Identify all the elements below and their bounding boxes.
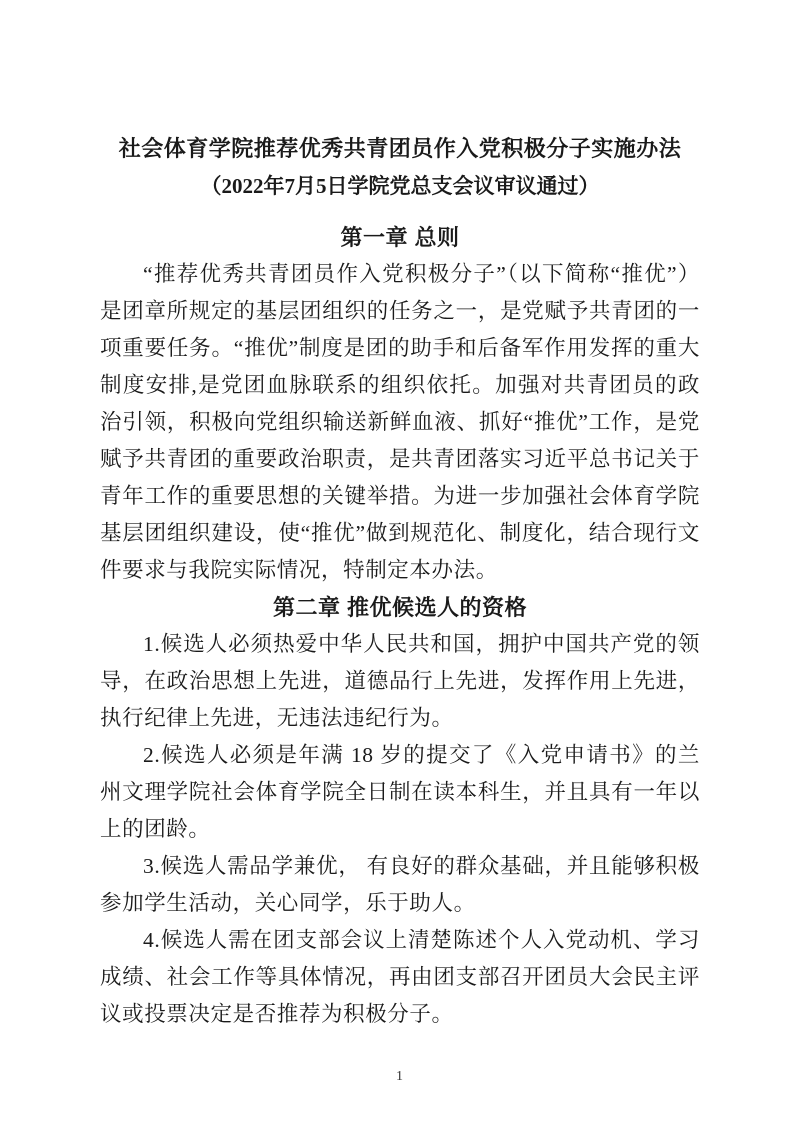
document-title: 社会体育学院推荐优秀共青团员作入党积极分子实施办法 <box>118 136 682 161</box>
chapter-1-paragraph: “推荐优秀共青团员作入党积极分子”（以下简称“推优”）是团章所规定的基层团组织的任务之一，是党赋予共青团的一项重要任务。“推优”制度是团的助手和后备军作用发挥的重大制度安排,是党团血脉联系的组织依托。加强对共青团员的政治引领，积极向党组织输送新鲜血液、抓好“推优”工作，是党赋予共青团的重要政治职责，是共青团落实习近平总书记关于青年工作的重要思想的关键举措。为进一步加强社会体育学院基层团组织建设，使“推优”做到规范化、制度化，结合现行文件要求与我院实际情况，特制定本办法。 <box>100 262 700 582</box>
document-header <box>100 130 700 205</box>
candidate-rule-1: 1.候选人必须热爱中华人民共和国，拥护中国共产党的领导，在政治思想上先进，道德品行上先进，发挥作用上先进，执行纪律上先进，无违法违纪行为。 <box>100 632 700 730</box>
chapter-1-heading: 第一章 总则 <box>340 225 460 250</box>
page-number: 1 <box>396 1069 403 1084</box>
candidate-rule-3: 3.候选人需品学兼优， 有良好的群众基础，并且能够积极参加学生活动，关心同学，乐于助人。 <box>100 854 700 915</box>
candidate-rule-4: 4.候选人需在团支部会议上清楚陈述个人入党动机、学习成绩、社会工作等具体情况，再由团支部召开团员大会民主评议或投票决定是否推荐为积极分子。 <box>100 928 700 1026</box>
chapter-2-candidate-qualifications <box>100 589 700 1033</box>
document-content <box>100 130 700 1033</box>
chapter-2-heading: 第二章 推优候选人的资格 <box>272 595 528 620</box>
document-subtitle: （2022年7月5日学院党总支会议审议通过） <box>200 174 600 198</box>
candidate-rule-2: 2.候选人必须是年满 18 岁的提交了《入党申请书》的兰州文理学院社会体育学院全日制在读本科生，并且具有一年以上的团龄。 <box>100 743 700 841</box>
chapter-1-general-provisions <box>100 219 700 589</box>
